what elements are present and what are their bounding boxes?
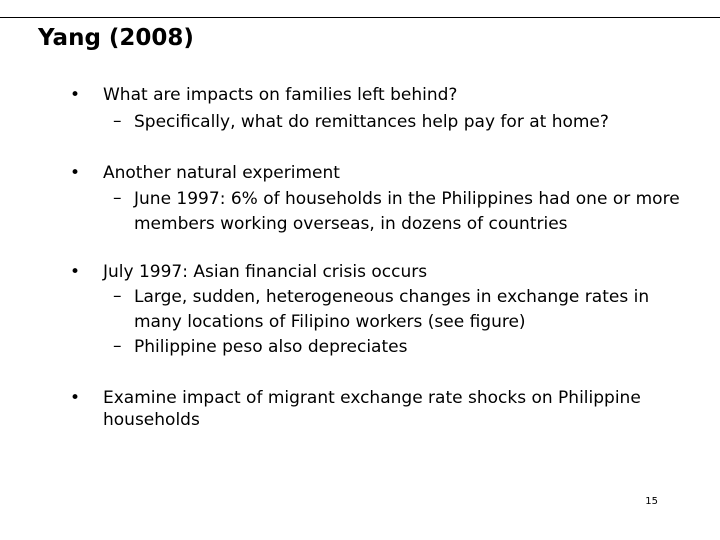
slide-title: Yang (2008) xyxy=(38,25,194,51)
bullet-text: Another natural experiment xyxy=(103,163,340,183)
bullet-marker: • xyxy=(70,85,81,105)
bullet-text: Examine impact of migrant exchange rate shocks on Philippine households xyxy=(103,388,641,430)
sub-marker: – xyxy=(113,111,122,131)
bullet-marker: • xyxy=(70,163,81,183)
bullet-marker: • xyxy=(70,388,81,408)
bullet-marker: • xyxy=(70,262,81,282)
bullet-text: July 1997: Asian financial crisis occurs xyxy=(103,262,428,282)
sub-marker: – xyxy=(113,188,122,208)
sub-marker: – xyxy=(113,286,122,306)
page-number: 15 xyxy=(645,496,658,507)
bullet-text: What are impacts on families left behind? xyxy=(103,85,458,105)
sub-text: June 1997: 6% of households in the Philippines had one or more members working overseas, in dozens of countries xyxy=(134,189,680,234)
sub-text: Specifically, what do remittances help pay for at home? xyxy=(134,112,609,132)
sub-text: Large, sudden, heterogeneous changes in exchange rates in many locations of Filipino workers (see figure) xyxy=(134,287,650,332)
sub-text: Philippine peso also depreciates xyxy=(134,337,408,357)
sub-marker: – xyxy=(113,336,122,356)
